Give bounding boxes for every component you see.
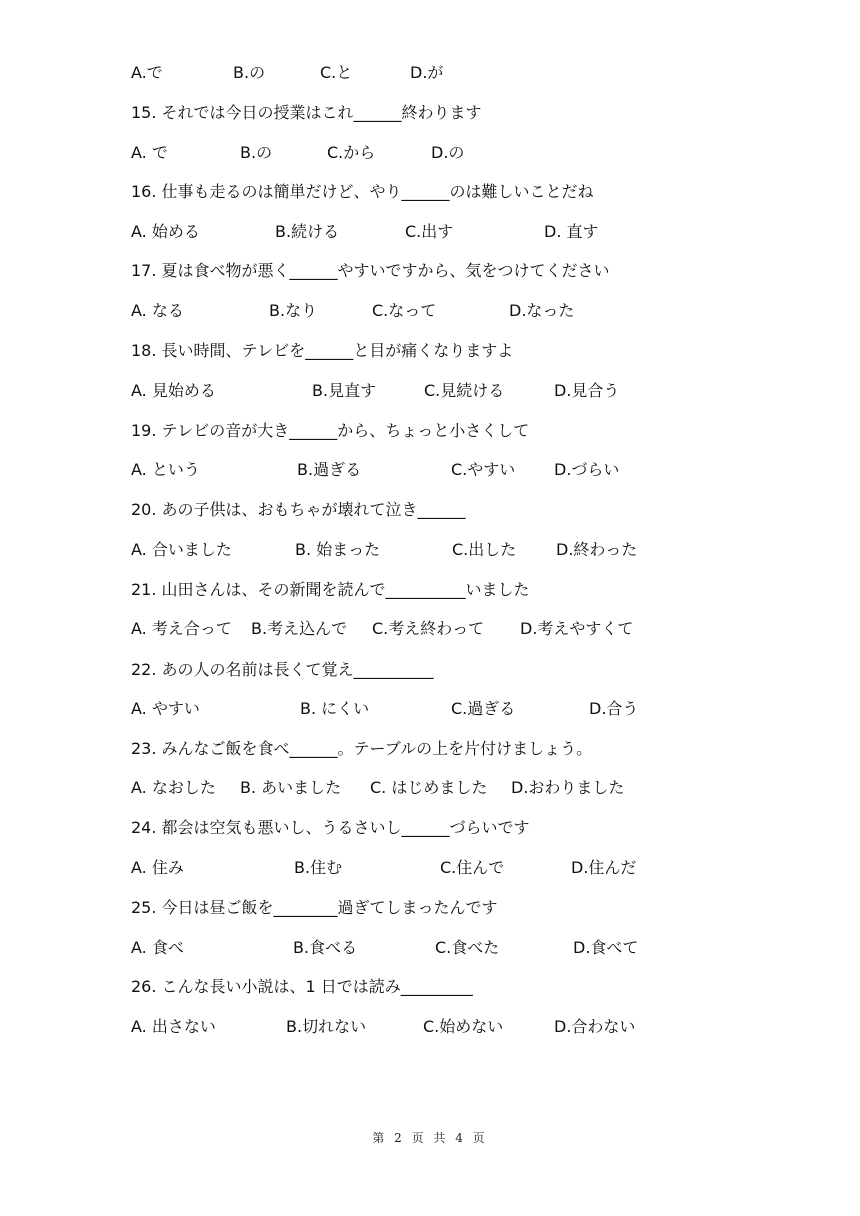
answer-option: A. 出さない [131,1017,216,1036]
answer-option: A. という [131,460,200,479]
question-text: 22. あの人の名前は長くて覚え__________ [131,660,434,679]
answer-option: D.が [410,63,444,82]
answer-option: B. あいました [240,778,342,797]
answer-option: D. 直す [544,222,599,241]
answer-option: D.づらい [554,460,620,479]
answer-option: A. 食べ [131,938,184,957]
question-text: 25. 今日は昼ご飯を________過ぎてしまったんです [131,898,498,917]
question-text: 18. 長い時間、テレビを______と目が痛くなりますよ [131,341,514,360]
answer-option: C.見続ける [424,381,505,400]
answer-option: B.住む [294,858,343,877]
answer-option: D.見合う [554,381,620,400]
answer-option: D.考えやすくて [520,619,634,638]
answer-option: B.の [240,143,273,162]
answer-option: A. 合いました [131,540,232,559]
answer-option: D.住んだ [571,858,637,877]
question-text: 26. こんな長い小説は、1 日では読み_________ [131,977,473,996]
answer-option: A.で [131,63,163,82]
question-text: 21. 山田さんは、その新聞を読んで__________いました [131,580,530,599]
answer-option: D.なった [509,301,575,320]
answer-option: D.おわりました [511,778,625,797]
question-text: 24. 都会は空気も悪いし、うるさいし______づらいです [131,818,530,837]
answer-option: A. で [131,143,168,162]
answer-option: C.住んで [440,858,505,877]
answer-option: C.食べた [435,938,500,957]
answer-option: B.なり [269,301,318,320]
answer-option: B.切れない [286,1017,367,1036]
answer-option: C. はじめました [370,778,488,797]
question-text: 15. それでは今日の授業はこれ______終わります [131,103,482,122]
answer-option: C.考え終わって [372,619,485,638]
question-text: 19. テレビの音が大き______から、ちょっと小さくして [131,421,530,440]
answer-option: C.やすい [451,460,516,479]
answer-option: A. 住み [131,858,184,877]
answer-option: A. なる [131,301,184,320]
answer-option: A. 考え合って [131,619,232,638]
answer-option: B. 始まった [295,540,381,559]
answer-option: B.見直す [312,381,377,400]
answer-option: C.なって [372,301,437,320]
answer-option: A. 始める [131,222,200,241]
answer-option: D.の [431,143,465,162]
page-footer: 第 2 页 共 4 页 [372,1131,488,1145]
question-text: 23. みんなご飯を食べ______。テーブルの上を片付けましょう。 [131,739,593,758]
answer-option: B.食べる [293,938,358,957]
answer-option: D.合わない [554,1017,636,1036]
answer-option: D.終わった [556,540,638,559]
answer-option: C.出した [452,540,517,559]
answer-option: A. なおした [131,778,216,797]
question-text: 16. 仕事も走るのは簡単だけど、やり______のは難しいことだね [131,182,594,201]
question-text: 17. 夏は食べ物が悪く______やすいですから、気をつけてください [131,261,610,280]
answer-option: D.合う [589,699,639,718]
answer-option: C.始めない [423,1017,504,1036]
answer-option: C.から [327,143,376,162]
answer-option: C.と [320,63,353,82]
answer-option: A. やすい [131,699,200,718]
answer-option: B.続ける [275,222,340,241]
answer-option: C.過ぎる [451,699,516,718]
answer-option: A. 見始める [131,381,216,400]
answer-option: B.の [233,63,266,82]
answer-option: C.出す [405,222,454,241]
answer-option: D.食べて [573,938,639,957]
answer-option: B.過ぎる [297,460,362,479]
answer-option: B.考え込んで [251,619,348,638]
question-text: 20. あの子供は、おもちゃが壊れて泣き______ [131,500,466,519]
answer-option: B. にくい [300,699,370,718]
